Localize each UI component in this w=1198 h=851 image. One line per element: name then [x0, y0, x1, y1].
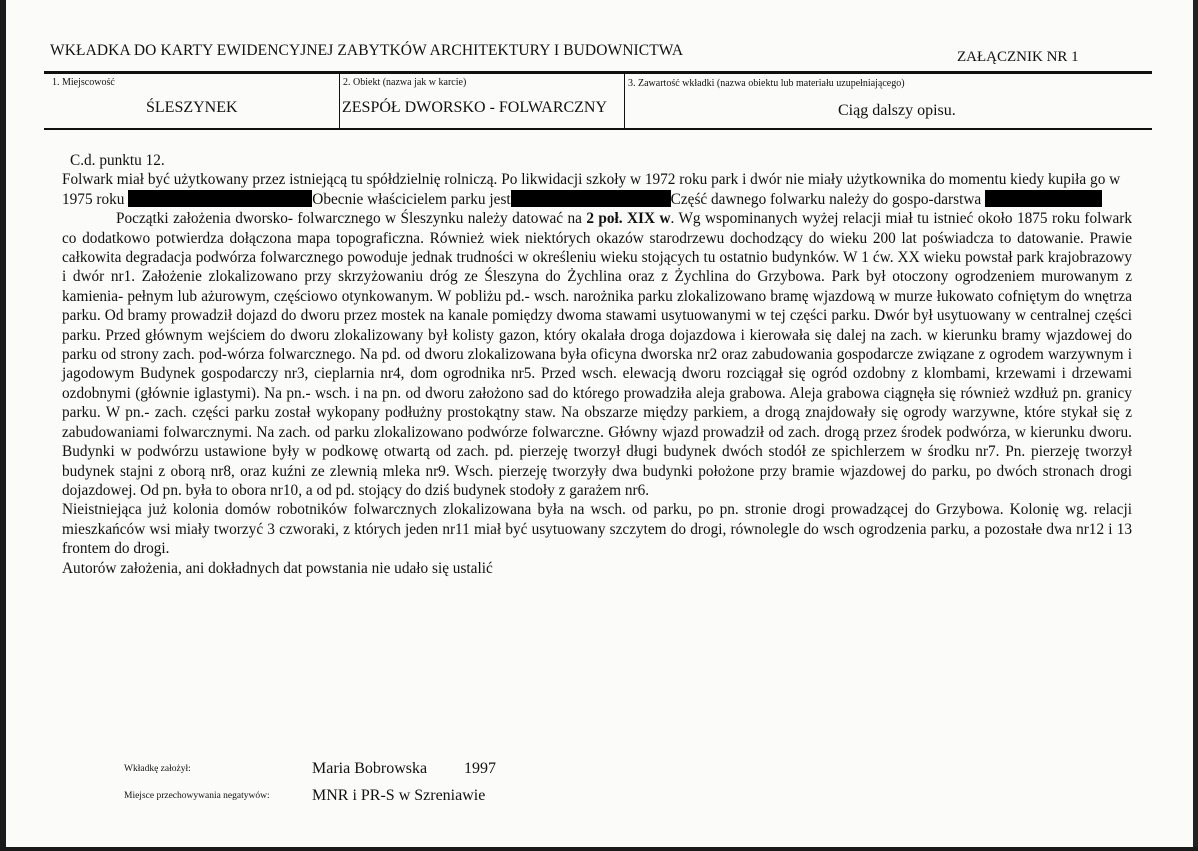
founder-year: 1997	[464, 760, 496, 777]
document-title: WKŁADKA DO KARTY EWIDENCYJNEJ ZABYTKÓW ARCHITEKTURY I BUDOWNICTWA	[50, 42, 684, 59]
redaction-box	[128, 190, 312, 207]
ownership-text-a: Folwark miał być użytkowany przez istniejącą tu spółdzielnię rolniczą. Po likwidacji szkoły w 1972 roku park i dwór nie miały użytkownika do momentu kiedy kupiła go w 1975 roku	[62, 171, 1121, 208]
column-divider-1	[339, 73, 340, 129]
founder-name: Maria Bobrowska	[312, 760, 428, 777]
column-divider-2	[624, 73, 625, 129]
content-label: 3. Zawartość wkładki (nazwa obiektu lub materiału uzupełniającego)	[628, 78, 905, 89]
history-date-bold: 2 poł. XIX w	[586, 210, 671, 228]
paragraph-ownership	[62, 170, 1132, 209]
storage-value: MNR i PR-S w Szreniawie	[312, 787, 486, 804]
location-label: 1. Miejscowość	[52, 77, 115, 88]
location-value: ŚLESZYNEK	[146, 99, 238, 116]
annex-number: ZAŁĄCZNIK NR 1	[957, 49, 1079, 65]
redaction-box	[511, 190, 671, 207]
header-bottom-rule	[44, 128, 1152, 130]
founder-label: Wkładkę założył:	[124, 764, 191, 774]
ownership-text-c: Część dawnego folwarku należy do gospo-darstwa	[670, 190, 985, 208]
scan-border-right	[1193, 0, 1198, 851]
paragraph-authors: Autorów założenia, ani dokładnych dat powstania nie udało się ustalić	[62, 559, 493, 577]
paragraph-history	[62, 209, 1132, 500]
content-value: Ciąg dalszy opisu.	[838, 102, 956, 119]
scan-border-bottom	[0, 847, 1198, 851]
object-label: 2. Obiekt (nazwa jak w karcie)	[343, 77, 467, 88]
header-top-rule	[44, 71, 1152, 74]
paragraph-workers-colony: Nieistniejąca już kolonia domów robotników folwarcznych zlokalizowana była na wsch. od parku, po pn. stronie drogi prowadzącej do Grzybowa. Kolonię wg. relacji mieszkańców wsi miały tworzyć 3 czworaki, z których jeden nr11 miał być usytuowany szczytem do drogi, równolegle do wsch ogrodzenia parku, a pozostałe dwa nr12 i 13 frontem do drogi.	[62, 501, 1132, 558]
scan-border-left	[0, 0, 6, 851]
paragraph-continuation-heading: C.d. punktu 12.	[70, 152, 165, 169]
storage-label: Miejsce przechowywania negatywów:	[124, 791, 270, 801]
description-body	[62, 151, 1132, 578]
history-text-a: Początki założenia dworsko- folwarcznego w Śleszynku należy datować na	[116, 210, 587, 228]
ownership-text-b: Obecnie właścicielem parku jest	[312, 190, 511, 208]
object-value: ZESPÓŁ DWORSKO - FOLWARCZNY	[342, 99, 608, 116]
redaction-box	[985, 190, 1102, 207]
history-text-c: . Wg wspominanych wyżej relacji miał tu istnieć około 1875 roku folwark co dodatkowo potwierdza dołączona mapa topograficzna. Również wiek niektórych okazów starodrzewu dochodzący do wieku 200 lat poświadcza to datowanie. Prawie całkowita degradacja podwórza folwarcznego powoduje jednak trudności w określeniu wieku stojących tu ostatnio budynków. W 1 ćw. XX wieku powstał park krajobrazowy i dwór nr1. Założenie zlokalizowano przy skrzyżowaniu dróg ze Śleszyna do Żychlina oraz z Żychlina do Grzybowa. Park był otoczony ogrodzeniem murowanym z kamienia- pełnym lub ażurowym, częściowo otynkowanym. W pobliżu pd.- wsch. narożnika parku zlokalizowano bramę wjazdową w murze łukowato cofniętym do wnętrza parku. Od bramy prowadził dojazd do dworu przez mostek na kanale pomiędzy dwoma stawami usytuowanymi w tej części parku. Dwór był usytuowany w centralnej części parku. Przed głównym wejściem do dworu zlokalizowany był kolisty gazon, który okalała droga dojazdowa i kierowała się dalej na zach. w kierunku bramy wjazdowej do parku od strony zach. pod-wórza folwarcznego. Na pd. od dworu zlokalizowana była oficyna dworska nr2 oraz zabudowania gospodarcze związane z ogrodem warzywnym i jagodowym Budynek gospodarczy nr3, cieplarnia nr4, dom ogrodnika nr5. Przed wsch. elewacją dworu rozciągał się ogród ozdobny z klombami, krzewami i drzewami ozdobnymi (głównie iglastymi). Na pn.- wsch. i na pn. od dworu założono sad do którego prowadziła aleja grabowa. Aleja grabowa ciągnęła się również wzdłuż pn. granicy parku. W pn.- zach. części parku został wykopany podłużny prostokątny staw. Na obszarze między parkiem, a drogą znajdowały się ogrody warzywne, które stykał się z zabudowaniami folwarcznymi. Na zach. od parku zlokalizowano podwórze folwarczne. Główny wjazd prowadził od zach. drogą przez środek podwórza, w kierunku dworu. Budynki w podwórzu ustawione były w podkowę otwartą od zach. pd. pierzeję tworzył długi budynek dwóch stodół ze spichlerzem w środku nr7. Pn. pierzeję tworzył budynek stajni z oborą nr8, oraz kuźni ze zlewnią mleka nr9. Wsch. pierzeję tworzyły dwa budynki położone przy bramie wjazdowej do parku, po dwóch stronach drogi dojazdowej. Od pn. była to obora nr10, a od pd. stojący do dziś budynek stodoły z garażem nr6.	[62, 210, 1132, 499]
